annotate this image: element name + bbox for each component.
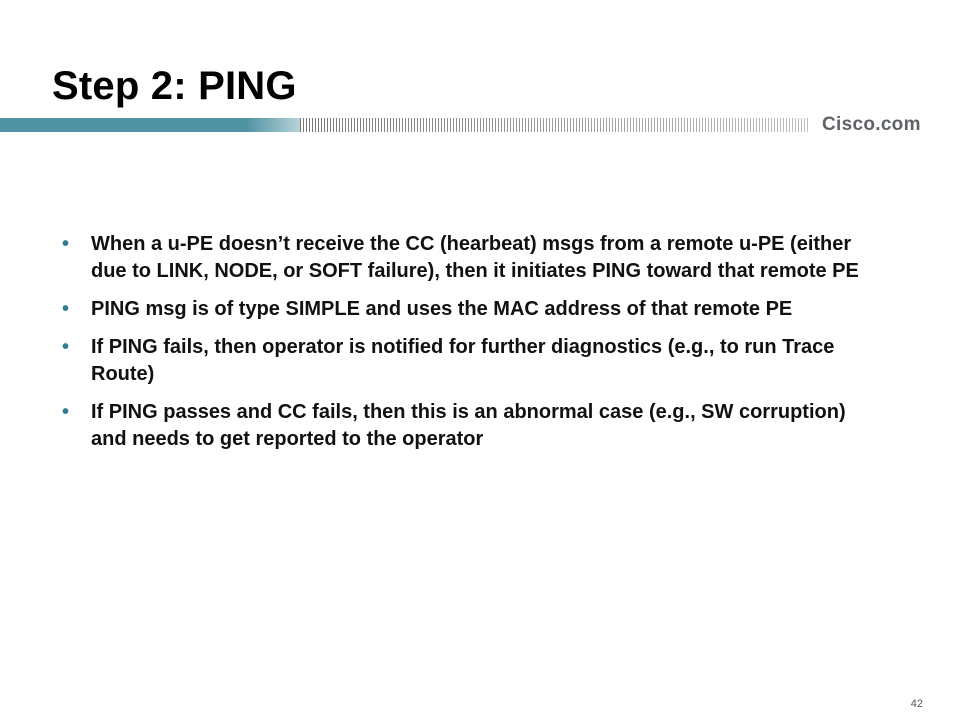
banner-stripe (798, 118, 799, 132)
banner-stripe (393, 118, 394, 132)
banner-stripe (717, 118, 718, 132)
banner-stripe (327, 118, 328, 132)
banner-stripe (702, 118, 703, 132)
banner-stripe (696, 118, 697, 132)
banner-stripe (750, 118, 751, 132)
banner-stripe (381, 118, 382, 132)
banner-stripe (735, 118, 736, 132)
banner-stripe (756, 118, 757, 132)
banner-stripe (483, 118, 484, 132)
banner-stripe (777, 118, 778, 132)
banner-stripe (612, 118, 613, 132)
banner-stripe (582, 118, 583, 132)
banner-stripe (795, 118, 796, 132)
slide-title: Step 2: PING (52, 64, 297, 108)
banner-stripe (339, 118, 340, 132)
banner-stripe (543, 118, 544, 132)
banner-stripe (618, 118, 619, 132)
banner-stripe (792, 118, 793, 132)
banner-stripe (639, 118, 640, 132)
banner-stripe (627, 118, 628, 132)
banner-stripe (513, 118, 514, 132)
banner-stripe (465, 118, 466, 132)
banner-stripe (417, 118, 418, 132)
banner-stripe (315, 118, 316, 132)
banner-stripe (606, 118, 607, 132)
banner-stripe (540, 118, 541, 132)
banner-stripe (300, 118, 301, 132)
banner-stripe (375, 118, 376, 132)
banner-stripe (573, 118, 574, 132)
banner-stripe (501, 118, 502, 132)
banner-stripe (423, 118, 424, 132)
banner-stripe (699, 118, 700, 132)
banner-stripe (471, 118, 472, 132)
banner-stripe (330, 118, 331, 132)
banner-stripe (492, 118, 493, 132)
banner-stripe (615, 118, 616, 132)
banner-stripe (405, 118, 406, 132)
banner-stripe (723, 118, 724, 132)
banner-stripe (507, 118, 508, 132)
banner-stripe (708, 118, 709, 132)
banner-stripe (609, 118, 610, 132)
banner-stripe (690, 118, 691, 132)
banner-stripe (378, 118, 379, 132)
bullet-marker: • (62, 336, 70, 358)
banner-teal-bar (0, 118, 300, 132)
banner-stripe (630, 118, 631, 132)
banner-stripe (402, 118, 403, 132)
banner-stripe (432, 118, 433, 132)
banner-stripe (531, 118, 532, 132)
banner-stripe (447, 118, 448, 132)
banner-stripe (426, 118, 427, 132)
banner-stripe (807, 118, 808, 132)
banner-stripe (762, 118, 763, 132)
bullet-text: If PING fails, then operator is notified for further diagnostics (e.g., to run Trace Route) (91, 336, 835, 385)
banner-stripe (336, 118, 337, 132)
banner-stripe (525, 118, 526, 132)
banner-stripe (468, 118, 469, 132)
banner-stripe (747, 118, 748, 132)
banner-stripe (309, 118, 310, 132)
banner-stripe (444, 118, 445, 132)
banner-stripe (453, 118, 454, 132)
banner-stripe (384, 118, 385, 132)
banner-stripe (603, 118, 604, 132)
banner-stripe (780, 118, 781, 132)
banner-stripe (786, 118, 787, 132)
banner-stripe (759, 118, 760, 132)
banner-stripe (564, 118, 565, 132)
banner-stripe (642, 118, 643, 132)
banner-stripe (390, 118, 391, 132)
banner-stripe (555, 118, 556, 132)
banner-stripe (771, 118, 772, 132)
banner-stripe (351, 118, 352, 132)
banner-stripe (783, 118, 784, 132)
banner-stripe (768, 118, 769, 132)
bullet-item (62, 399, 862, 453)
banner-stripe (654, 118, 655, 132)
banner-stripe (456, 118, 457, 132)
banner-stripe (396, 118, 397, 132)
banner-stripe (729, 118, 730, 132)
banner-stripe (342, 118, 343, 132)
cisco-brand-logo: Cisco.com (822, 114, 921, 135)
banner-stripe (720, 118, 721, 132)
banner-stripe (714, 118, 715, 132)
banner-stripe (372, 118, 373, 132)
banner-stripe (678, 118, 679, 132)
page-number: 42 (910, 698, 923, 710)
banner-stripe (324, 118, 325, 132)
banner-stripe (672, 118, 673, 132)
banner-stripe (504, 118, 505, 132)
banner-stripe (486, 118, 487, 132)
banner-stripe (726, 118, 727, 132)
banner-stripe (645, 118, 646, 132)
banner-stripe (522, 118, 523, 132)
banner-stripe (561, 118, 562, 132)
banner-stripe (510, 118, 511, 132)
banner-stripe (474, 118, 475, 132)
banner-stripe (441, 118, 442, 132)
banner-stripe (651, 118, 652, 132)
banner-stripe (588, 118, 589, 132)
banner-stripe (663, 118, 664, 132)
banner-stripe (312, 118, 313, 132)
header-banner (0, 114, 960, 136)
banner-stripe (387, 118, 388, 132)
banner-stripe (711, 118, 712, 132)
banner-stripe (624, 118, 625, 132)
banner-stripe (303, 118, 304, 132)
banner-stripe (600, 118, 601, 132)
banner-stripe (774, 118, 775, 132)
banner-stripe (738, 118, 739, 132)
banner-stripe (705, 118, 706, 132)
banner-stripe (489, 118, 490, 132)
banner-stripe (579, 118, 580, 132)
banner-graphic (0, 114, 960, 136)
banner-stripe (546, 118, 547, 132)
banner-stripe (552, 118, 553, 132)
banner-stripe (693, 118, 694, 132)
banner-stripe (675, 118, 676, 132)
banner-stripe (333, 118, 334, 132)
banner-stripe (360, 118, 361, 132)
banner-stripe (558, 118, 559, 132)
banner-stripe (660, 118, 661, 132)
bullet-list (62, 231, 862, 464)
banner-stripe (549, 118, 550, 132)
banner-stripe (657, 118, 658, 132)
banner-stripe (648, 118, 649, 132)
banner-stripe (354, 118, 355, 132)
bullet-text: PING msg is of type SIMPLE and uses the MAC address of that remote PE (91, 298, 793, 320)
banner-stripe (732, 118, 733, 132)
banner-stripe (516, 118, 517, 132)
bullet-item (62, 296, 862, 323)
banner-stripe (633, 118, 634, 132)
banner-stripe (363, 118, 364, 132)
banner-stripe (570, 118, 571, 132)
banner-stripe (789, 118, 790, 132)
banner-stripe (591, 118, 592, 132)
banner-stripe (408, 118, 409, 132)
banner-stripe (477, 118, 478, 132)
bullet-marker: • (62, 298, 70, 320)
bullet-marker: • (62, 401, 70, 423)
banner-stripe (684, 118, 685, 132)
banner-stripe (621, 118, 622, 132)
banner-stripe (687, 118, 688, 132)
banner-stripe (585, 118, 586, 132)
banner-stripe (636, 118, 637, 132)
banner-stripe (435, 118, 436, 132)
banner-stripes (300, 118, 808, 132)
banner-stripe (666, 118, 667, 132)
banner-stripe (753, 118, 754, 132)
banner-stripe (348, 118, 349, 132)
banner-stripe (420, 118, 421, 132)
banner-stripe (480, 118, 481, 132)
banner-stripe (498, 118, 499, 132)
bullet-item (62, 334, 862, 388)
bullet-marker: • (62, 233, 70, 255)
banner-stripe (429, 118, 430, 132)
banner-stripe (537, 118, 538, 132)
banner-stripe (594, 118, 595, 132)
banner-stripe (438, 118, 439, 132)
banner-stripe (534, 118, 535, 132)
banner-stripe (318, 118, 319, 132)
banner-stripe (765, 118, 766, 132)
banner-stripe (306, 118, 307, 132)
banner-stripe (414, 118, 415, 132)
banner-stripe (450, 118, 451, 132)
banner-stripe (399, 118, 400, 132)
banner-stripe (567, 118, 568, 132)
banner-stripe (345, 118, 346, 132)
banner-stripe (741, 118, 742, 132)
banner-stripe (321, 118, 322, 132)
banner-stripe (801, 118, 802, 132)
banner-stripe (597, 118, 598, 132)
banner-stripe (744, 118, 745, 132)
banner-stripe (669, 118, 670, 132)
banner-stripe (528, 118, 529, 132)
banner-stripe (411, 118, 412, 132)
banner-stripe (462, 118, 463, 132)
banner-stripe (804, 118, 805, 132)
banner-stripe (459, 118, 460, 132)
bullet-text: When a u-PE doesn’t receive the CC (hearbeat) msgs from a remote u-PE (either due to LINK, NODE, or SOFT failure), then it initiates PING toward that remote PE (91, 233, 859, 282)
banner-stripe (366, 118, 367, 132)
banner-stripe (519, 118, 520, 132)
banner-stripe (495, 118, 496, 132)
banner-stripe (369, 118, 370, 132)
banner-stripe (357, 118, 358, 132)
bullet-text: If PING passes and CC fails, then this is an abnormal case (e.g., SW corruption) and needs to get reported to the operator (91, 401, 846, 450)
bullet-item (62, 231, 862, 285)
banner-stripe (681, 118, 682, 132)
banner-stripe (576, 118, 577, 132)
